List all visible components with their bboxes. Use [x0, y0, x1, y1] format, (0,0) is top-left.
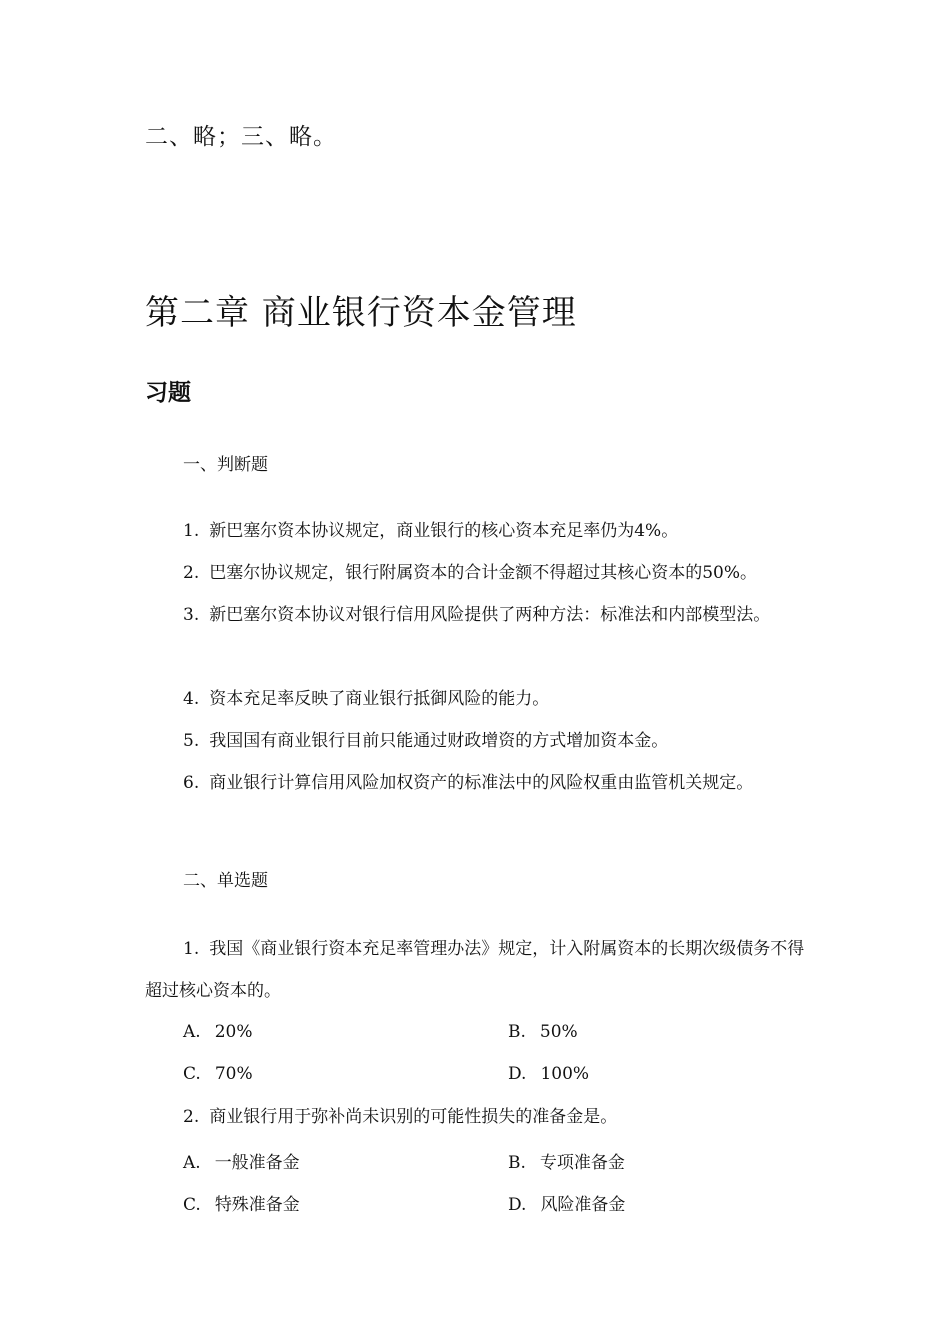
option-letter: C. — [183, 1064, 201, 1084]
option-letter: A. — [183, 1022, 201, 1042]
question-number: 6. — [183, 773, 200, 793]
option-text: 风险准备金 — [540, 1195, 626, 1215]
option-c — [183, 1064, 253, 1084]
option-text: 50% — [539, 1022, 578, 1042]
question-number: 1. — [183, 939, 200, 959]
question-item — [145, 552, 810, 594]
question-item — [145, 594, 810, 636]
question-text: 商业银行计算信用风险加权资产的标准法中的风险权重由监管机关规定。 — [209, 773, 754, 793]
option-letter: D. — [508, 1195, 527, 1215]
option-d — [508, 1190, 625, 1215]
option-text: 20% — [214, 1022, 253, 1042]
question-text: 我国《商业银行资本充足率管理办法》规定，计入附属资本的长期次级债务不得超过核心资本的。 — [145, 939, 805, 1001]
option-a — [183, 1022, 252, 1042]
option-letter: C. — [183, 1195, 201, 1215]
option-text: 特殊准备金 — [214, 1195, 300, 1215]
option-letter: B. — [508, 1153, 526, 1173]
section-heading-single-choice: 二、单选题 — [183, 871, 268, 891]
question-text: 新巴塞尔资本协议规定，商业银行的核心资本充足率仍为4%。 — [209, 521, 679, 541]
option-b — [508, 1148, 625, 1173]
option-a — [183, 1148, 300, 1173]
question-text: 资本充足率反映了商业银行抵御风险的能力。 — [209, 689, 550, 709]
question-item — [145, 678, 810, 720]
question-number: 2. — [183, 563, 200, 583]
question-number: 5. — [183, 731, 200, 751]
question-item — [145, 510, 810, 552]
question-number: 2. — [183, 1107, 200, 1127]
option-letter: B. — [508, 1022, 526, 1042]
option-d — [508, 1064, 589, 1084]
option-letter: D. — [508, 1064, 527, 1084]
question-number: 3. — [183, 605, 200, 625]
question-item — [145, 928, 810, 1012]
question-text: 巴塞尔协议规定，银行附属资本的合计金额不得超过其核心资本的50%。 — [209, 563, 758, 583]
option-c — [183, 1190, 300, 1215]
option-letter: A. — [183, 1153, 201, 1173]
question-number: 4. — [183, 689, 200, 709]
question-text: 商业银行用于弥补尚未识别的可能性损失的准备金是。 — [209, 1107, 618, 1127]
option-text: 70% — [214, 1064, 253, 1084]
question-item — [145, 720, 810, 762]
question-text: 新巴塞尔资本协议对银行信用风险提供了两种方法：标准法和内部模型法。 — [209, 605, 771, 625]
question-text: 我国国有商业银行目前只能通过财政增资的方式增加资本金。 — [209, 731, 669, 751]
section-heading-true-false: 一、判断题 — [183, 455, 268, 475]
exercise-heading: 习题 — [145, 380, 191, 406]
option-text: 专项准备金 — [539, 1153, 625, 1173]
question-item — [145, 762, 810, 804]
option-text: 100% — [540, 1064, 590, 1084]
option-b — [508, 1022, 578, 1042]
question-item — [145, 1096, 810, 1138]
chapter-title: 第二章 商业银行资本金管理 — [145, 293, 577, 333]
option-text: 一般准备金 — [214, 1153, 300, 1173]
question-number: 1. — [183, 521, 200, 541]
top-line: 二、略；三、略。 — [145, 124, 337, 150]
